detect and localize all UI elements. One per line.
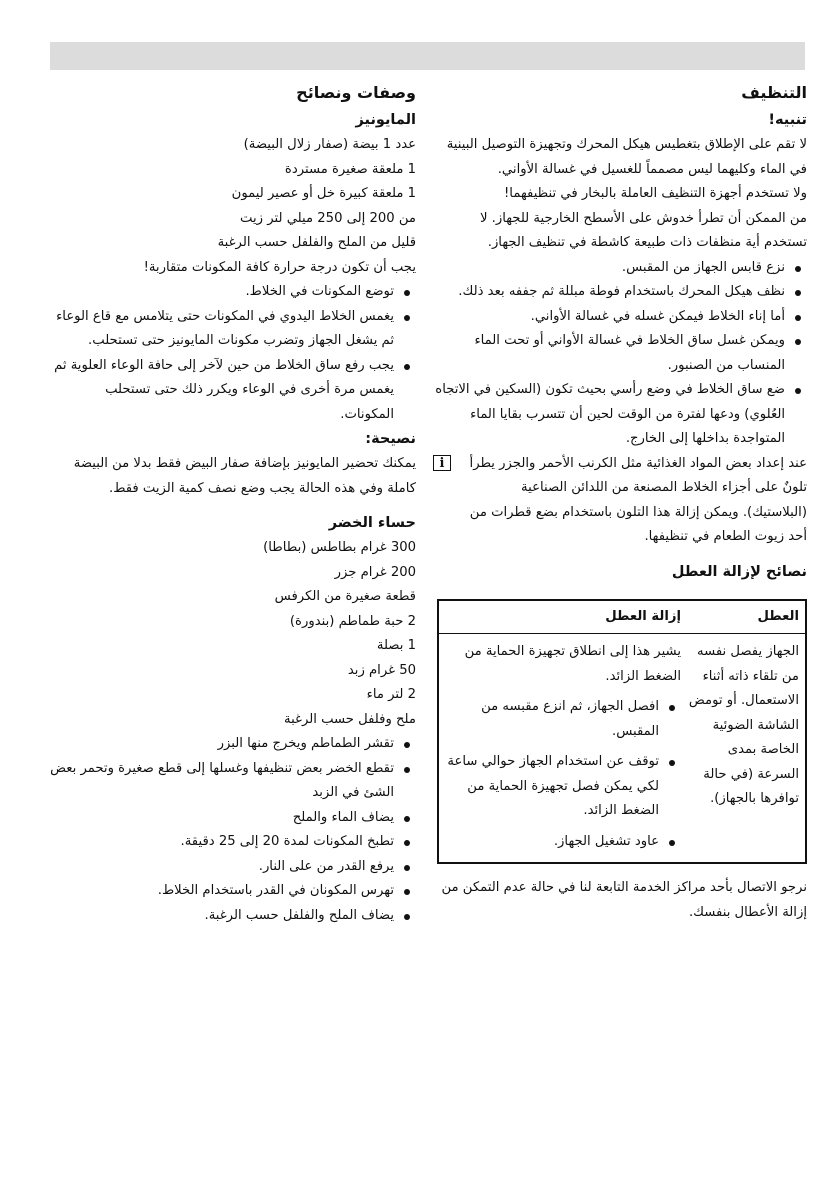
list-item: نزع قابس الجهاز من المقبس. xyxy=(435,256,807,281)
remedy-steps xyxy=(445,695,681,854)
list-item: عاود تشغيل الجهاز. xyxy=(445,830,681,855)
ingredient: 300 غرام بطاطس (بطاطا) xyxy=(263,540,416,555)
list-item: افصل الجهاز، ثم انزع مقبسه من المقبس. xyxy=(445,695,681,744)
info-icon: i xyxy=(433,455,451,471)
cleaning-steps xyxy=(435,256,807,452)
list-item: تقشر الطماطم ويخرج منها البزر xyxy=(48,732,416,757)
header-band xyxy=(50,42,805,70)
table-header xyxy=(439,601,805,635)
list-item: أما إناء الخلاط فيمكن غسله في غسالة الأواني. xyxy=(435,305,807,330)
ingredient: 1 ملعقة كبيرة خل أو عصير ليمون xyxy=(231,186,416,201)
ingredient: 200 غرام جزر xyxy=(334,564,416,580)
list-item: يضاف الملح والفلفل حسب الرغبة. xyxy=(48,904,416,929)
list-item: ويمكن غسل ساق الخلاط في غسالة الأواني أو تحت الماء المنساب من الصنبور. xyxy=(435,329,807,378)
warning-paragraph: من الممكن أن تطرأ خدوش على الأسطح الخارجية للجهاز. لا تستخدم أية منظفات ذات طبيعة كاشطة في تنظيف الجهاز. xyxy=(479,210,807,250)
warning-title: تنبيه! xyxy=(768,112,807,128)
ingredient: 50 غرام زبد xyxy=(347,662,416,678)
info-text: عند إعداد بعض المواد الغذائية مثل الكرنب الأحمر والجزر يطرأ تلونٌ على أجزاء الخلاط المصنعة من اللدائن الصناعية (البلاستيك). ويمكن إزالة هذا التلون باستخدام بضع قطرات من أحد زيوت الطعام في تنظيفها. xyxy=(469,455,807,544)
table-row xyxy=(439,634,805,862)
list-item: يغمس الخلاط اليدوي في المكونات حتى يتلامس مع قاع الوعاء ثم يشغل الجهاز وتضرب مكونات المايونيز حتى تستحلب. xyxy=(48,305,416,354)
recipes-title: وصفات ونصائح xyxy=(296,83,416,102)
ingredient: من 200 إلى 250 ميلي لتر زيت xyxy=(240,210,416,226)
fault-cell: الجهاز يفصل نفسه من تلقاء ذاته أثناء الاستعمال. أو تومض الشاشة الضوئية الخاصة بمدى السرعة (في حالة توافرها بالجهاز). xyxy=(688,644,799,806)
ingredient: قليل من الملح والفلفل حسب الرغبة xyxy=(217,235,416,250)
cleaning-title: التنظيف xyxy=(741,83,807,102)
mayonnaise-title: المايونيز xyxy=(355,112,416,128)
soup-steps xyxy=(48,732,416,928)
list-item: ضع ساق الخلاط في وضع رأسي بحيث تكون (السكين في الاتجاه العُلوي) ودعها لفترة من الوقت لحين أن تتسرب بقايا الماء المتواجدة بداخلها إلى الخارج. xyxy=(435,378,807,452)
ingredient: ملح وفلفل حسب الرغبة xyxy=(284,711,416,727)
list-item: يجب رفع ساق الخلاط من حين لآخر إلى حافة الوعاء العلوية ثم يغمس مرة أخرى في الوعاء ويكرر ذلك حتى تستحلب المكونات. xyxy=(48,354,416,428)
ingredient: عدد 1 بيضة (صفار زلال البيضة) xyxy=(243,137,416,152)
troubleshooting-title: نصائح لإزالة العطل xyxy=(671,563,807,580)
soup-title: حساء الخضر xyxy=(328,515,416,531)
ingredient: 2 لتر ماء xyxy=(366,687,416,702)
warning-paragraph: ولا تستخدم أجهزة التنظيف العاملة بالبخار في تنظيفهما! xyxy=(504,186,807,201)
list-item: نظف هيكل المحرك باستخدام فوطة مبللة ثم جففه بعد ذلك. xyxy=(435,280,807,305)
ingredient: 1 بصلة xyxy=(376,638,416,653)
list-item: يضاف الماء والملح xyxy=(48,806,416,831)
column-header-fault: العطل xyxy=(757,608,799,624)
troubleshooting-table xyxy=(437,599,807,865)
ingredient: 1 ملعقة صغيرة مستردة xyxy=(284,161,416,177)
remedy-intro: يشير هذا إلى انطلاق تجهيزة الحماية من الضغط الزائد. xyxy=(464,644,681,684)
recipes-column xyxy=(48,80,416,928)
list-item: توقف عن استخدام الجهاز حوالي ساعة لكي يمكن فصل تجهيزة الحماية من الضغط الزائد. xyxy=(445,750,681,824)
list-item: يرفع القدر من على النار. xyxy=(48,855,416,880)
list-item: توضع المكونات في الخلاط. xyxy=(48,280,416,305)
list-item: تهرس المكونان في القدر باستخدام الخلاط. xyxy=(48,879,416,904)
tip-text: يمكنك تحضير المايونيز بإضافة صفار البيض فقط بدلا من البيضة كاملة وفي هذه الحالة يجب وضع نصف كمية الزيت فقط. xyxy=(73,456,416,496)
ingredient: قطعة صغيرة من الكرفس xyxy=(274,589,416,604)
list-item: تطبخ المكونات لمدة 20 إلى 25 دقيقة. xyxy=(48,830,416,855)
info-note xyxy=(435,452,807,550)
list-item: تقطع الخضر بعض تنظيفها وغسلها إلى قطع صغيرة وتحمر بعض الشئ في الزبد xyxy=(48,757,416,806)
service-note: نرجو الاتصال بأحد مراكز الخدمة التابعة لنا في حالة عدم التمكن من إزالة الأعطال بنفسك. xyxy=(441,880,807,920)
temperature-warning: يجب أن تكون درجة حرارة كافة المكونات متقاربة! xyxy=(143,259,416,275)
warning-paragraph: لا تقم على الإطلاق بتغطيس هيكل المحرك وتجهيزة التوصيل البينية في الماء وكليهما ليس مصمماً للغسيل في غسالة الأواني. xyxy=(446,137,807,177)
column-header-remedy: إزالة العطل xyxy=(605,608,681,624)
remedy-cell xyxy=(445,640,687,854)
tip-title: نصيحة: xyxy=(365,431,416,447)
ingredient: 2 حبة طماطم (بندورة) xyxy=(289,613,416,629)
cleaning-column xyxy=(435,80,807,925)
mayonnaise-steps xyxy=(48,280,416,427)
